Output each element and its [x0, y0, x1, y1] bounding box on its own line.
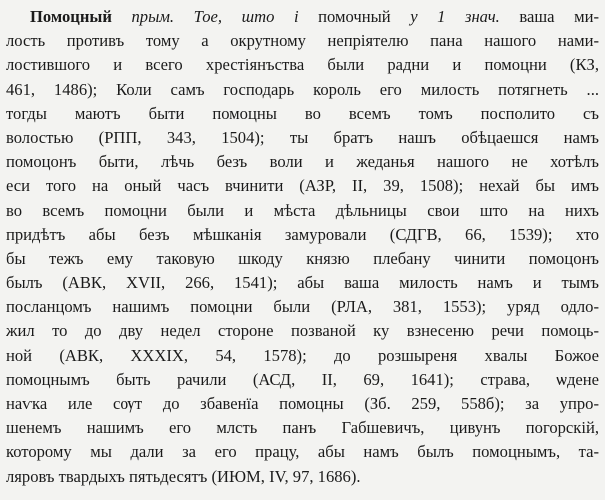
entry-line: шенемъ нашимъ его млсть панъ Габшевичъ, цивунъ погорскій,: [6, 418, 599, 438]
entry-line-1: [6, 5, 599, 29]
entry-line: которому мы дали за его працу, абы намъ былъ помоцнымъ, та-: [6, 442, 599, 462]
entry-line: ной (АВК, XXXIX, 54, 1578); до розшыреня хвалы Божое: [6, 345, 599, 365]
entry-line: во всемъ помоцни были и мѣста дѣльницы свои што на нихъ: [6, 200, 599, 220]
sense-reference: у 1 знач.: [410, 7, 500, 26]
entry-line: наѵка иле сѹт до збавенїа помоцны (Зб. 259, 558б); за упро-: [6, 394, 599, 413]
entry-line: жил то до дву недел стороне позваной ку взнесеню речи помоць-: [6, 321, 599, 341]
entry-line: бы тежъ ему таковую шкоду князю плебану чинити помоцонъ: [6, 248, 599, 268]
entry-line: помоцнымъ быть рачили (АСД, II, 69, 1641); страва, ѡдене: [6, 369, 599, 389]
part-of-speech: прым.: [131, 7, 175, 26]
entry-line: лостившого и всего хрестіянъства были радни и помоцни (КЗ,: [6, 55, 599, 75]
entry-line-2: лость противъ тому а окрутному непріятелю пана нашого нами-: [6, 31, 599, 51]
entry-line: тогды маютъ быти помоцны во всемъ томъ посполито съ: [6, 103, 599, 123]
definition-italic: Тое, што і: [193, 7, 299, 26]
entry-line: помоцонъ быти, лѣчь безъ воли и жеданья нашого не хотѣлъ: [6, 152, 599, 172]
headword: Помоцный: [30, 7, 112, 26]
entry-line: былъ (АВК, XVII, 266, 1541); абы ваша милость намъ и тымъ: [6, 273, 599, 293]
entry-line: придѣтъ абы безъ мѣшканія замуровали (СДГВ, 66, 1539); хто: [6, 224, 599, 244]
entry-line: еси того на оный часъ вчинити (АЗР, II, 39, 1508); нехай бы имъ: [6, 176, 599, 196]
entry-line: 461, 1486); Коли самъ господарь король его милость потягнеть ...: [6, 79, 599, 99]
entry-line-last: ляровъ твардыхъ пятьдесятъ (ИЮМ, IV, 97, 1686).: [6, 466, 361, 486]
definition-word: помочный: [318, 7, 391, 26]
entry-line: посланцомъ нашимъ помоцни были (РЛА, 381, 1553); уряд одло-: [6, 297, 599, 317]
line1-tail: ваша ми-: [519, 7, 599, 26]
entry-line: волостью (РПП, 343, 1504); ты братъ нашъ обѣцаешся намъ: [6, 127, 599, 147]
